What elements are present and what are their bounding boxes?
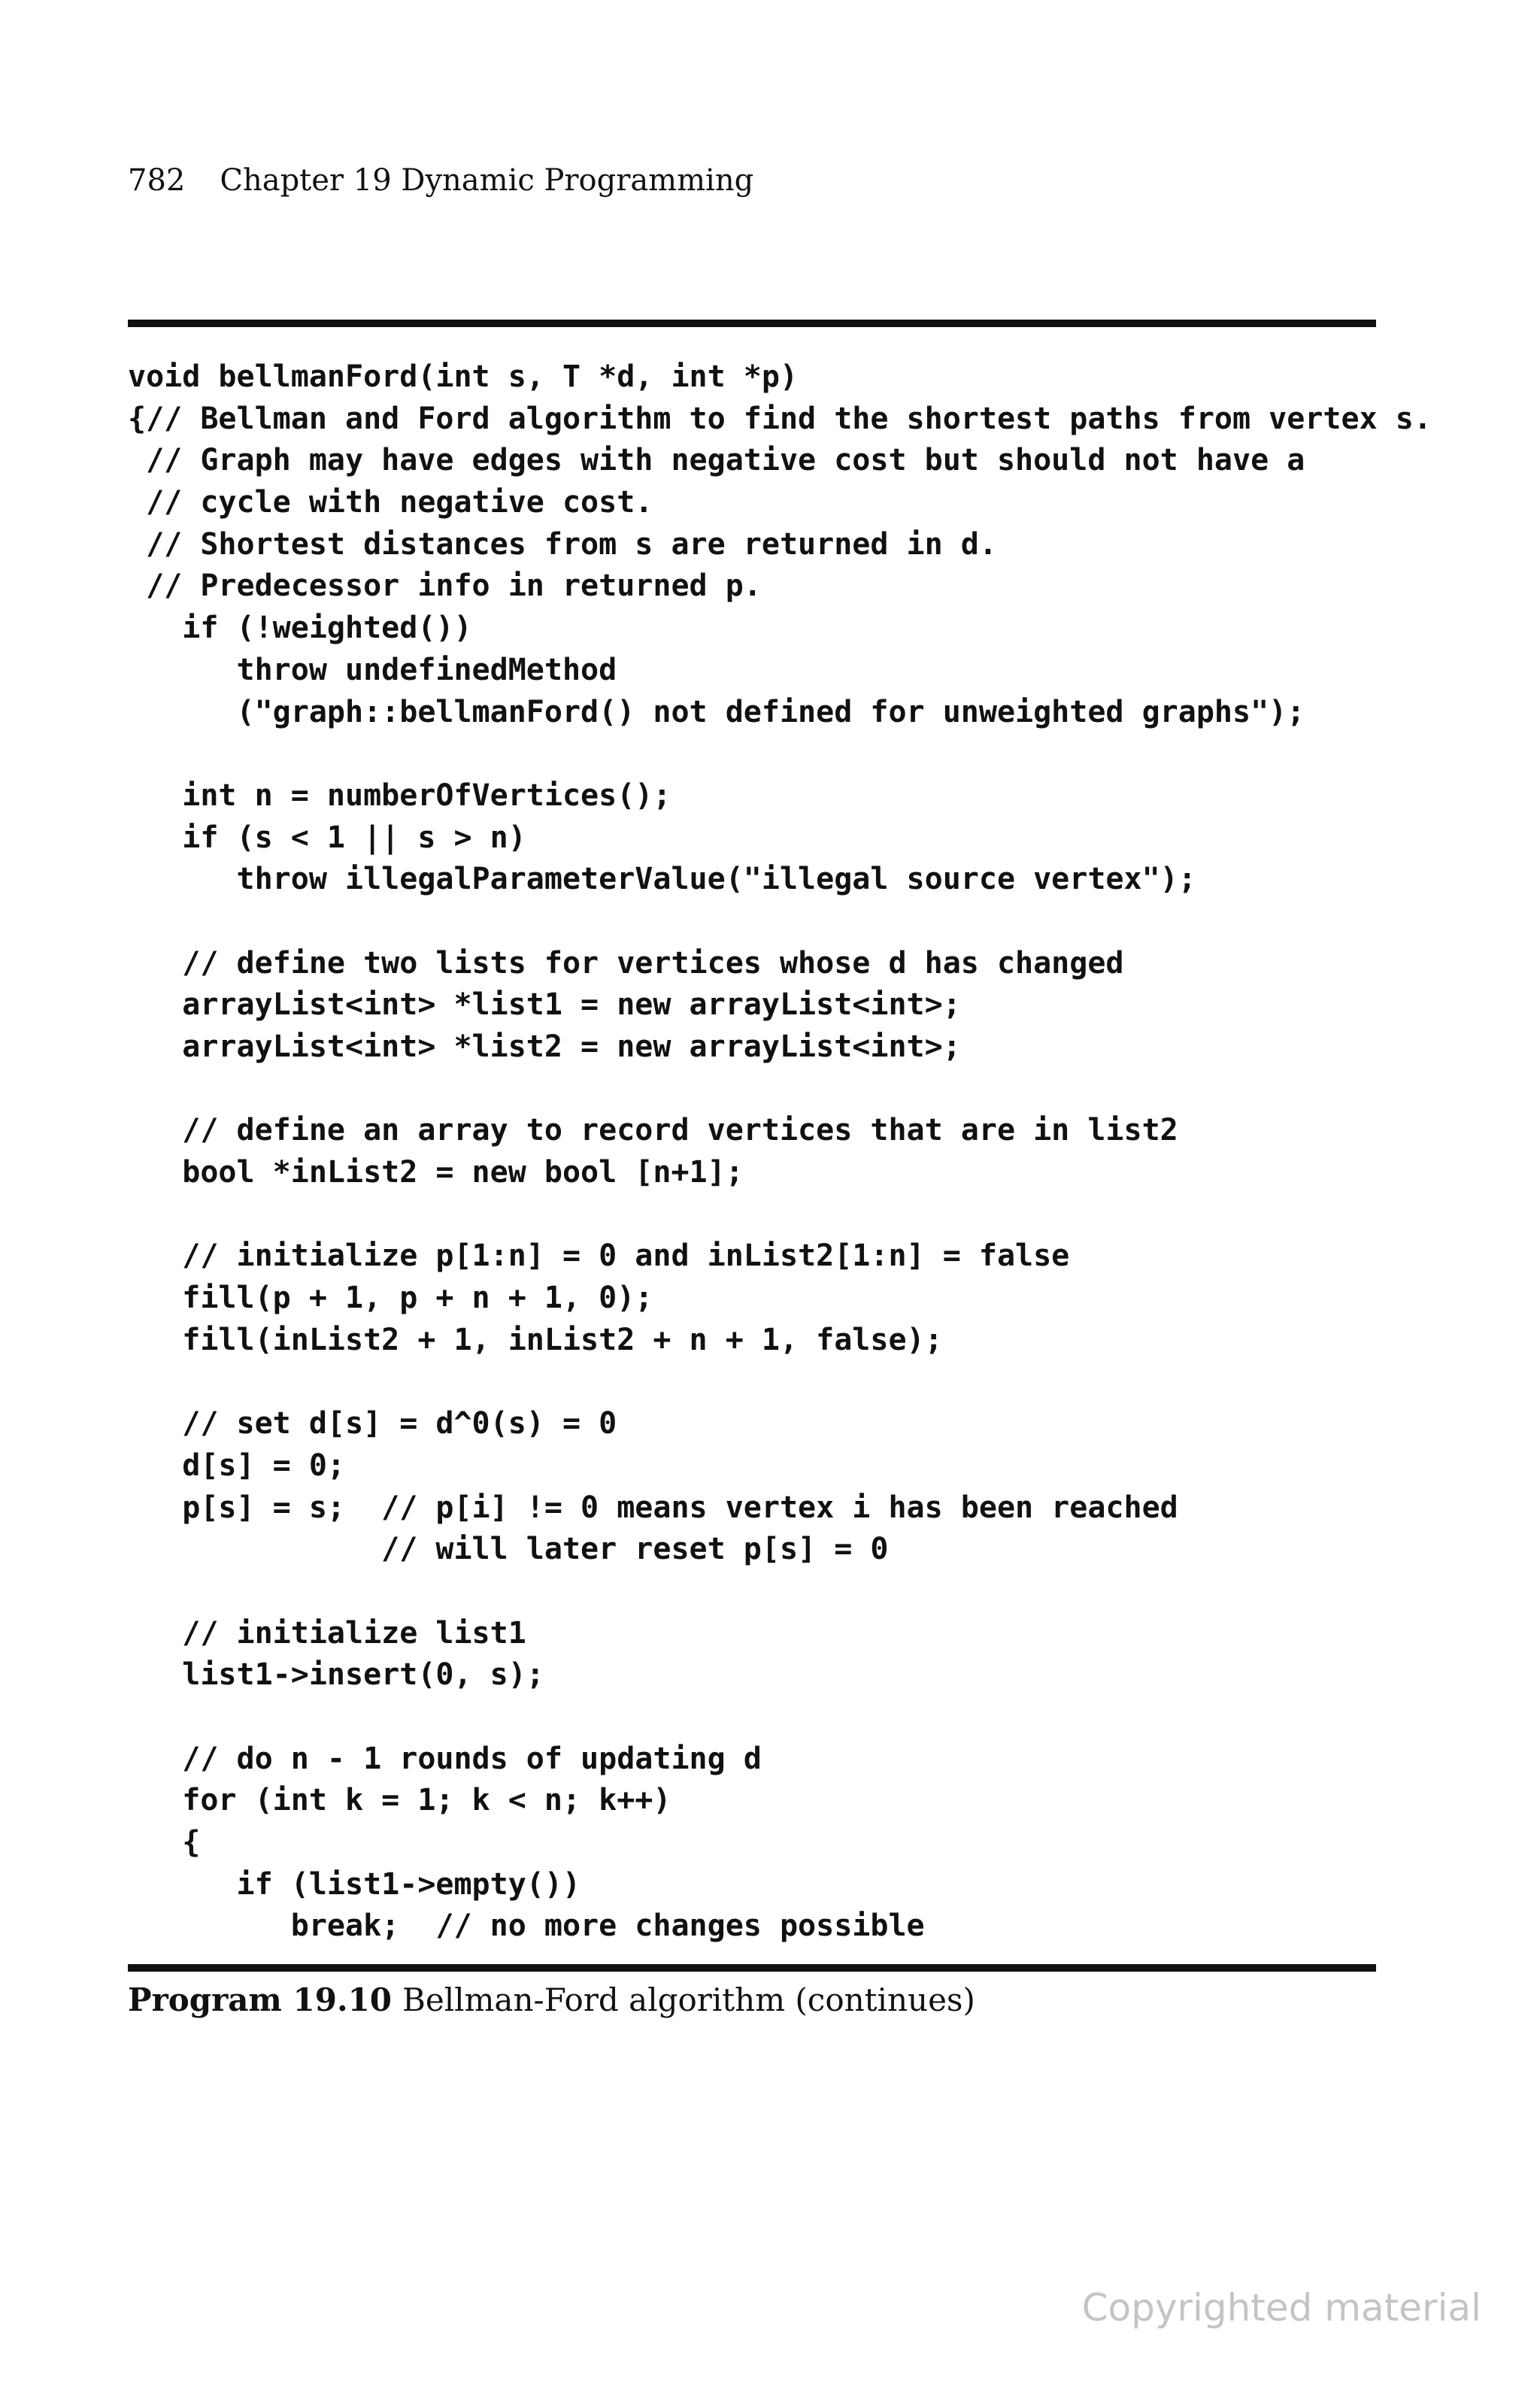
code-line (128, 1069, 1432, 1111)
code-line (128, 901, 1432, 943)
code-line: // Shortest distances from s are returned in d. (128, 526, 997, 562)
code-line: break; // no more changes possible (128, 1908, 925, 1944)
code-line: throw illegalParameterValue("illegal source vertex"); (128, 862, 1196, 897)
code-line: if (s < 1 || s > n) (128, 820, 526, 855)
code-line: // Predecessor info in returned p. (128, 568, 762, 604)
code-line: int n = numberOfVertices(); (128, 778, 671, 813)
code-line: // set d[s] = d^0(s) = 0 (128, 1406, 617, 1442)
code-line: bool *inList2 = new bool [n+1]; (128, 1155, 744, 1190)
copyright-watermark: Copyrighted material (1081, 2286, 1481, 2330)
code-line: void bellmanFord(int s, T *d, int *p) (128, 359, 799, 394)
code-line: { (128, 1825, 201, 1860)
page-header (128, 159, 753, 202)
code-line: // do n - 1 rounds of updating d (128, 1741, 762, 1776)
top-rule (128, 320, 1376, 327)
caption-label: Program 19.10 (128, 1981, 393, 2018)
code-line: {// Bellman and Ford algorithm to find the shortest paths from vertex s. (128, 401, 1432, 436)
code-line: // define two lists for vertices whose d has changed (128, 945, 1124, 981)
code-line: if (list1->empty()) (128, 1866, 581, 1902)
bottom-rule (128, 1964, 1376, 1972)
code-line: // initialize p[1:n] = 0 and inList2[1:n] = false (128, 1238, 1070, 1274)
code-line: d[s] = 0; (128, 1448, 345, 1483)
code-listing (128, 356, 1432, 1948)
code-line: if (!weighted()) (128, 611, 472, 646)
code-line (128, 733, 1432, 775)
code-line: arrayList<int> *list2 = new arrayList<int>; (128, 1029, 961, 1064)
code-line: // cycle with negative cost. (128, 485, 653, 520)
program-caption (128, 1978, 975, 2023)
code-line (128, 1194, 1432, 1236)
code-line (128, 1696, 1432, 1739)
code-line: // will later reset p[s] = 0 (128, 1532, 889, 1567)
code-line: // Graph may have edges with negative cost but should not have a (128, 443, 1305, 478)
code-line: throw undefinedMethod (128, 652, 617, 687)
code-line (128, 1571, 1432, 1613)
code-line: // initialize list1 (128, 1615, 526, 1651)
caption-text: Bellman-Ford algorithm (continues) (402, 1981, 975, 2018)
code-line: p[s] = s; // p[i] != 0 means vertex i has been reached (128, 1490, 1178, 1525)
code-line: fill(inList2 + 1, inList2 + n + 1, false); (128, 1322, 943, 1357)
code-line: fill(p + 1, p + n + 1, 0); (128, 1281, 653, 1316)
code-line: arrayList<int> *list1 = new arrayList<int>; (128, 987, 961, 1023)
code-line: for (int k = 1; k < n; k++) (128, 1783, 671, 1818)
code-line: list1->insert(0, s); (128, 1657, 544, 1693)
code-line: ("graph::bellmanFord() not defined for unweighted graphs"); (128, 694, 1305, 729)
code-line (128, 1362, 1432, 1404)
chapter-title: Chapter 19 Dynamic Programming (220, 163, 754, 198)
code-line: // define an array to record vertices that are in list2 (128, 1113, 1178, 1148)
page-number: 782 (128, 163, 186, 198)
